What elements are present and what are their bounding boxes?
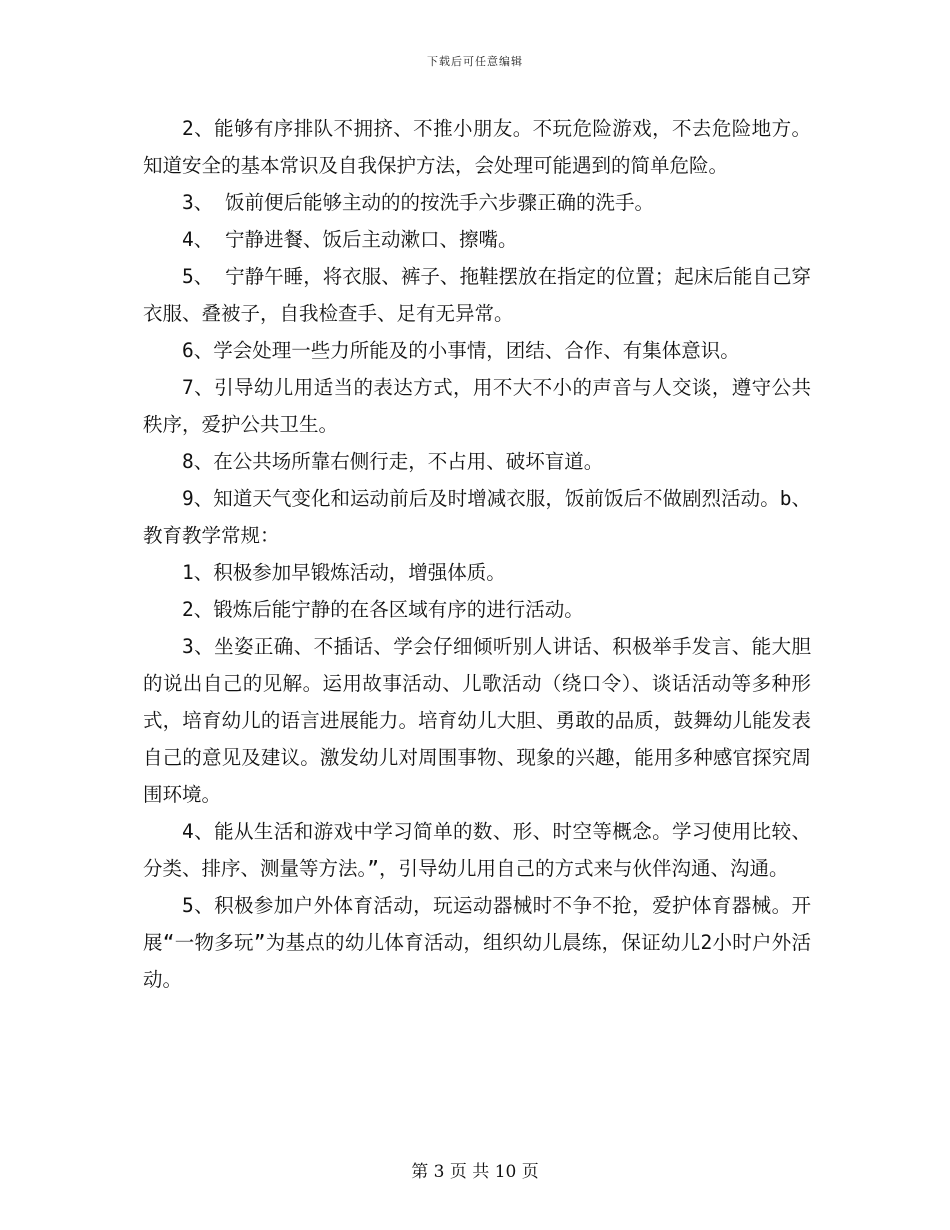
paragraph-item-4: 4、 宁静进餐、饭后主动漱口、擦嘴。 — [182, 228, 518, 251]
paragraph-item-3: 3、 饭前便后能够主动的的按洗手六步骤正确的洗手。 — [182, 191, 654, 214]
document-body — [143, 110, 811, 998]
paragraph-edu-5: 5、积极参加户外体育活动，玩运动器械时不争不抢，爱护体育器械。开展“一物多玩”为基点的幼儿体育活动，组织幼儿晨练，保证幼儿2小时户外活动。 — [143, 894, 811, 991]
paragraph-edu-4: 4、能从生活和游戏中学习简单的数、形、时空等概念。学习使用比较、分类、排序、测量等方法。”，引导幼儿用自己的方式来与伙伴沟通、沟通。 — [143, 820, 811, 880]
paragraph-item-9: 9、知道天气变化和运动前后及时增减衣服，饭前饭后不做剧烈活动。b、教育教学常规： — [143, 487, 811, 547]
paragraph-item-7: 7、引导幼儿用适当的表达方式，用不大不小的声音与人交谈，遵守公共秩序，爱护公共卫生。 — [143, 376, 811, 436]
page-number-text: 第 3 页 共 10 页 — [411, 1162, 539, 1182]
paragraph-item-5: 5、 宁静午睡，将衣服、裤子、拖鞋摆放在指定的位置；起床后能自己穿衣服、叠被子，自我检查手、足有无异常。 — [143, 265, 811, 325]
paragraph-item-6: 6、学会处理一些力所能及的小事情，团结、合作、有集体意识。 — [182, 339, 740, 362]
paragraph-item-2: 2、能够有序排队不拥挤、不推小朋友。不玩危险游戏，不去危险地方。知道安全的基本常识及自我保护方法，会处理可能遇到的简单危险。 — [143, 117, 811, 177]
paragraph-edu-3: 3、坐姿正确、不插话、学会仔细倾听别人讲话、积极举手发言、能大胆的说出自己的见解。运用故事活动、儿歌活动（绕口令）、谈话活动等多种形式，培育幼儿的语言进展能力。培育幼儿大胆、勇敢的品质，鼓舞幼儿能发表自己的意见及建议。激发幼儿对周围事物、现象的兴趣，能用多种感官探究周围环境。 — [143, 635, 811, 806]
paragraph-edu-1: 1、积极参加早锻炼活动，增强体质。 — [182, 561, 506, 584]
paragraph-item-8: 8、在公共场所靠右侧行走，不占用、破坏盲道。 — [182, 450, 604, 473]
paragraph-edu-2: 2、锻炼后能宁静的在各区域有序的进行活动。 — [182, 598, 584, 621]
page-number-footer — [0, 1157, 950, 1182]
page-header: 下载后可任意编辑 — [427, 55, 523, 68]
